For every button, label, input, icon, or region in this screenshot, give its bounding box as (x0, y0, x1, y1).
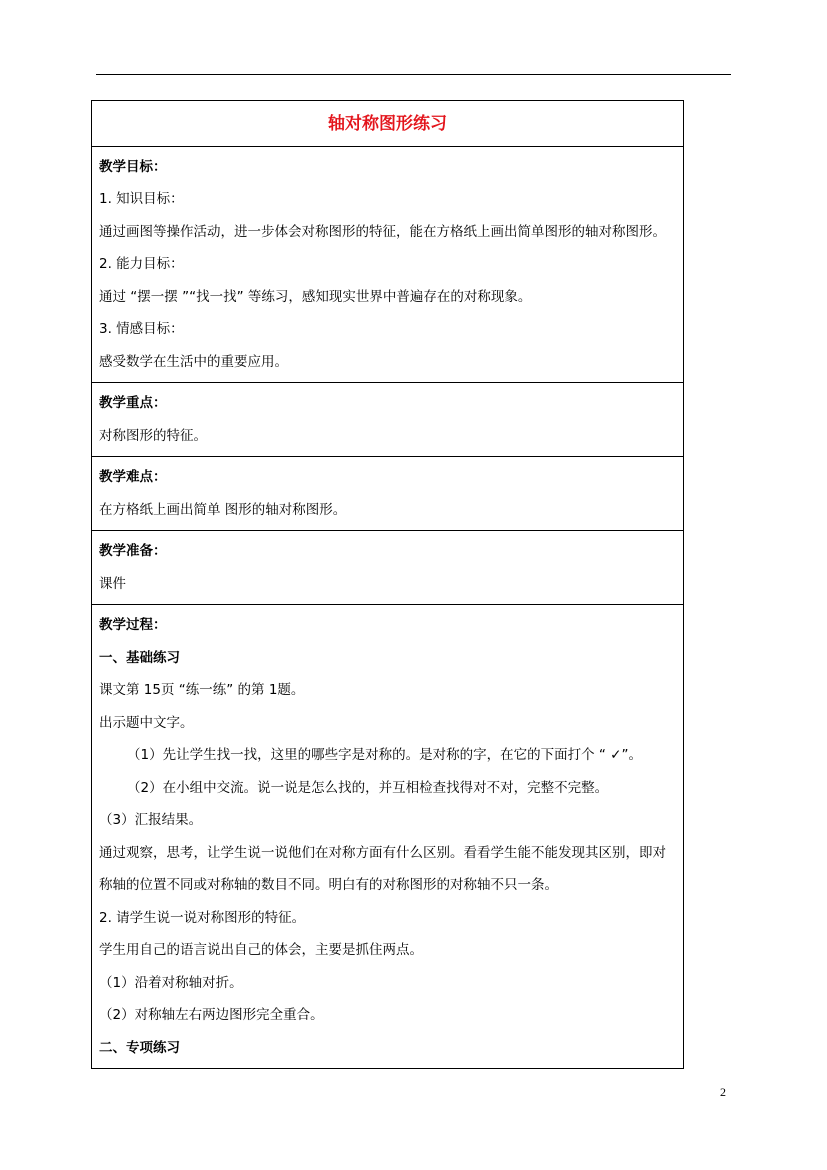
difficulty-heading: 教学难点： (99, 469, 167, 485)
process-cell (92, 605, 684, 1069)
preparation-row (92, 531, 684, 605)
goals-line: 感受数学在生活中的重要应用。 (99, 353, 288, 370)
process-line: 出示题中文字。 (99, 714, 194, 731)
process-line: （1）沿着对称轴对折。 (99, 974, 243, 991)
title-row (92, 101, 684, 147)
goals-line: 通过画图等操作活动，进一步体会对称图形的特征，能在方格纸上画出简单图形的轴对称图形。 (99, 223, 666, 240)
process-row (92, 605, 684, 1069)
process-line: （1）先让学生找一找，这里的哪些字是对称的。是对称的字，在它的下面打个 “ ✓”。 (127, 747, 642, 763)
process-line: 学生用自己的语言说出自己的体会，主要是抓住两点。 (99, 942, 423, 958)
process-heading: 教学过程： (99, 617, 167, 633)
goals-line: 3. 情感目标： (99, 321, 184, 337)
goals-line: 通过 “摆一摆 ”“找一找” 等练习，感知现实世界中普遍存在的对称现象。 (99, 288, 532, 305)
header-rule (96, 74, 731, 75)
document-title: 轴对称图形练习 (328, 114, 447, 134)
process-line: （2）对称轴左右两边图形完全重合。 (99, 1007, 324, 1023)
goals-heading: 教学目标： (99, 158, 167, 175)
process-line: 通过观察，思考，让学生说一说他们在对称方面有什么区别。看看学生能不能发现其区别，即对称轴的位置不同或对称轴的数目不同。明白有的对称图形的对称轴不只一条。 (99, 844, 666, 893)
key-points-text: 对称图形的特征。 (99, 427, 207, 444)
lesson-plan-table (91, 100, 684, 1069)
goals-line: 1. 知识目标： (99, 191, 184, 207)
key-points-heading: 教学重点： (99, 395, 167, 411)
goals-line: 2. 能力目标： (99, 256, 184, 272)
difficulty-row (92, 457, 684, 531)
difficulty-text: 在方格纸上画出简单 图形的轴对称图形。 (99, 501, 347, 518)
difficulty-cell (92, 457, 684, 531)
process-line: （3）汇报结果。 (99, 812, 203, 828)
key-points-row (92, 383, 684, 457)
page-number: 2 (720, 1085, 726, 1099)
preparation-cell (92, 531, 684, 605)
title-cell (92, 101, 684, 147)
process-section-heading: 一、基础练习 (99, 649, 180, 666)
process-section-heading: 二、专项练习 (99, 1039, 180, 1056)
process-line: 课文第 15页 “练一练” 的第 1题。 (99, 682, 305, 698)
process-line: 2. 请学生说一说对称图形的特征。 (99, 909, 306, 926)
key-points-cell (92, 383, 684, 457)
preparation-heading: 教学准备： (99, 543, 167, 559)
goals-row (92, 146, 684, 383)
process-line: （2）在小组中交流。说一说是怎么找的，并互相检查找得对不对，完整不完整。 (127, 779, 609, 796)
goals-cell (92, 146, 684, 383)
preparation-text: 课件 (99, 575, 126, 592)
